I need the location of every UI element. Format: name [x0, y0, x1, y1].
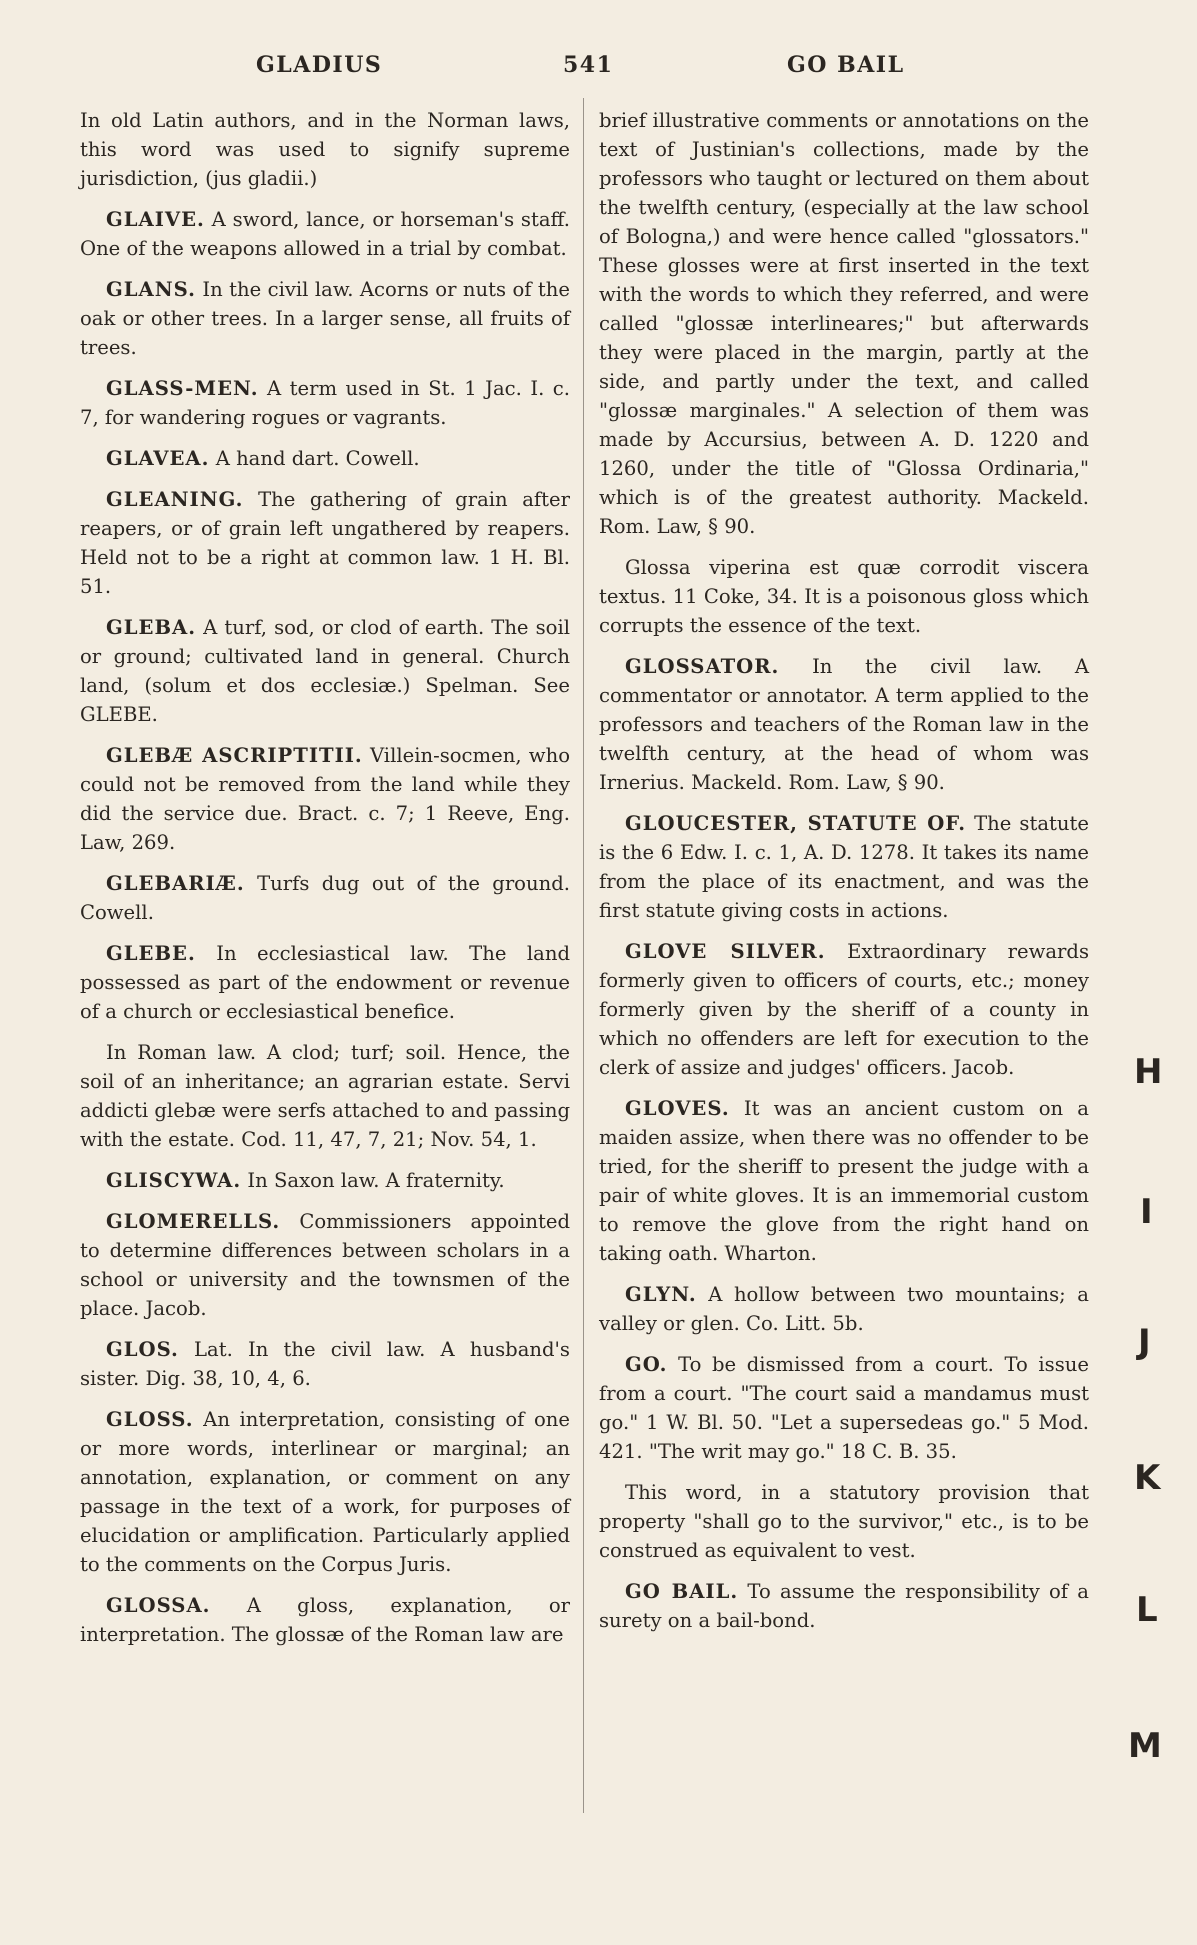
headword: GLOUCESTER, STATUTE OF.: [625, 812, 967, 835]
headword: GLEBARIÆ.: [106, 872, 245, 895]
entry: GO. To be dismissed from a court. To issue from a court. "The court said a mandamus must go." 1 W. Bl. 50. "Let a supersedeas go." 5 Mod. 421. "The writ may go." 18 C. B. 35.: [599, 1353, 1089, 1463]
entry: GLOSSATOR. In the civil law. A commentator or annotator. A term applied to the professors and teachers of the Roman law in the twelfth century, at the head of whom was Irnerius. Mackeld. Rom. Law, § 90.: [599, 655, 1089, 794]
entry: GLYN. A hollow between two mountains; a valley or glen. Co. Litt. 5b.: [599, 1283, 1089, 1335]
headword: GLAVEA.: [106, 447, 210, 470]
entry: GLASS-MEN. A term used in St. 1 Jac. I. c. 7, for wandering rogues or vagrants.: [80, 377, 570, 429]
right-column: [599, 106, 1089, 1647]
headword: GLEANING.: [106, 488, 244, 511]
column-divider: [583, 98, 584, 1813]
entry: GLAIVE. A sword, lance, or horseman's staff. One of the weapons allowed in a trial by combat.: [80, 208, 570, 260]
entry: brief illustrative comments or annotations on the text of Justinian's collections, made by the professors who taught or lectured on them about the twelfth century, (especially at the law school of Bologna,) and were hence called "glossators." These glosses were at first inserted in the text with the words to which they referred, and were called "glossæ interlineares;" but afterwards they were placed in the margin, partly at the side, and partly under the text, and called "glossæ marginales." A selection of them was made by Accursius, between A. D. 1220 and 1260, under the title of "Glossa Ordinaria," which is of the greatest authority. Mackeld. Rom. Law, § 90.: [599, 109, 1089, 538]
entry: GLANS. In the civil law. Acorns or nuts of the oak or other trees. In a larger sense, all fruits of trees.: [80, 278, 570, 359]
headword: GLEBÆ ASCRIPTITII.: [106, 744, 363, 767]
headword: GLOVES.: [625, 1097, 730, 1120]
entry: GLOSSA. A gloss, explanation, or interpretation. The glossæ of the Roman law are: [80, 1594, 570, 1646]
entry: Glossa viperina est quæ corrodit viscera textus. 11 Coke, 34. It is a poisonous gloss which corrupts the essence of the text.: [599, 556, 1089, 637]
running-head-right: GO BAIL: [787, 52, 905, 78]
headword: GLANS.: [106, 278, 196, 301]
headword: GLEBA.: [106, 616, 197, 639]
entry: GLOSS. An interpretation, consisting of one or more words, interlinear or marginal; an annotation, explanation, or comment on any passage in the text of a work, for purposes of elucidation or amplification. Particularly applied to the comments on the Corpus Juris.: [80, 1408, 570, 1576]
headword: GLOS.: [106, 1338, 179, 1361]
thumb-index-l[interactable]: L: [1136, 1590, 1158, 1630]
headword: GLAIVE.: [106, 208, 205, 231]
entry: This word, in a statutory provision that property "shall go to the survivor," etc., is to be construed as equivalent to vest.: [599, 1481, 1089, 1562]
thumb-index-i[interactable]: I: [1140, 1192, 1153, 1232]
thumb-index-h[interactable]: H: [1134, 1052, 1163, 1092]
headword: GLOSSA.: [106, 1594, 211, 1617]
entry: GO BAIL. To assume the responsibility of a surety on a bail-bond.: [599, 1580, 1089, 1632]
headword: GLOSS.: [106, 1408, 194, 1431]
headword: GLOSSATOR.: [625, 655, 780, 678]
entry: GLEBÆ ASCRIPTITII. Villein-socmen, who could not be removed from the land while they did the service due. Bract. c. 7; 1 Reeve, Eng. Law, 269.: [80, 744, 570, 854]
thumb-index-j[interactable]: J: [1138, 1322, 1151, 1362]
entry: GLOS. Lat. In the civil law. A husband's sister. Dig. 38, 10, 4, 6.: [80, 1338, 570, 1390]
headword: GLOMERELLS.: [106, 1210, 281, 1233]
headword: GLASS-MEN.: [106, 377, 259, 400]
entry: GLOMERELLS. Commissioners appointed to determine differences between scholars in a school or university and the townsmen of the place. Jacob.: [80, 1210, 571, 1320]
headword: GO.: [625, 1353, 668, 1376]
headword: GLYN.: [625, 1283, 697, 1306]
thumb-index-k[interactable]: K: [1134, 1458, 1161, 1498]
entry: GLAVEA. A hand dart. Cowell.: [106, 447, 420, 470]
entry: GLOUCESTER, STATUTE OF. The statute is the 6 Edw. I. c. 1, A. D. 1278. It takes its name from the place of its enactment, and was the first statute giving costs in actions.: [599, 812, 1089, 922]
entry: GLEBA. A turf, sod, or clod of earth. The soil or ground; cultivated land in general. Church land, (solum et dos ecclesiæ.) Spelman. See GLEBE.: [80, 616, 570, 726]
running-head-left: GLADIUS: [256, 52, 383, 78]
headword: GO BAIL.: [625, 1580, 739, 1603]
entry: GLOVE SILVER. Extraordinary rewards formerly given to officers of courts, etc.; money formerly given by the sheriff of a county in which no offenders are left for execution to the clerk of assize and judges' officers. Jacob.: [599, 940, 1090, 1079]
entry: In old Latin authors, and in the Norman laws, this word was used to signify supreme jurisdiction, (jus gladii.): [80, 109, 570, 190]
thumb-index-m[interactable]: M: [1128, 1726, 1162, 1766]
page-number: 541: [563, 52, 614, 78]
entry: In Roman law. A clod; turf; soil. Hence, the soil of an inheritance; an agrarian estate. Servi addicti glebæ were serfs attached to and passing with the estate. Cod. 11, 47, 7, 21; Nov. 54, 1.: [80, 1041, 570, 1151]
left-column: [80, 106, 570, 1661]
headword: GLOVE SILVER.: [625, 940, 826, 963]
entry: GLOVES. It was an ancient custom on a maiden assize, when there was no offender to be tried, for the sheriff to present the judge with a pair of white gloves. It is an immemorial custom to remove the glove from the right hand on taking oath. Wharton.: [599, 1097, 1089, 1265]
entry: GLISCYWA. In Saxon law. A fraternity.: [106, 1169, 505, 1192]
entry: GLEBE. In ecclesiastical law. The land possessed as part of the endowment or revenue of a church or ecclesiastical benefice.: [80, 942, 570, 1023]
headword: GLISCYWA.: [106, 1169, 242, 1192]
entry: GLEBARIÆ. Turfs dug out of the ground. Cowell.: [80, 872, 570, 924]
headword: GLEBE.: [106, 942, 196, 965]
entry: GLEANING. The gathering of grain after reapers, or of grain left ungathered by reapers. Held not to be a right at common law. 1 H. Bl. 51.: [80, 488, 570, 598]
